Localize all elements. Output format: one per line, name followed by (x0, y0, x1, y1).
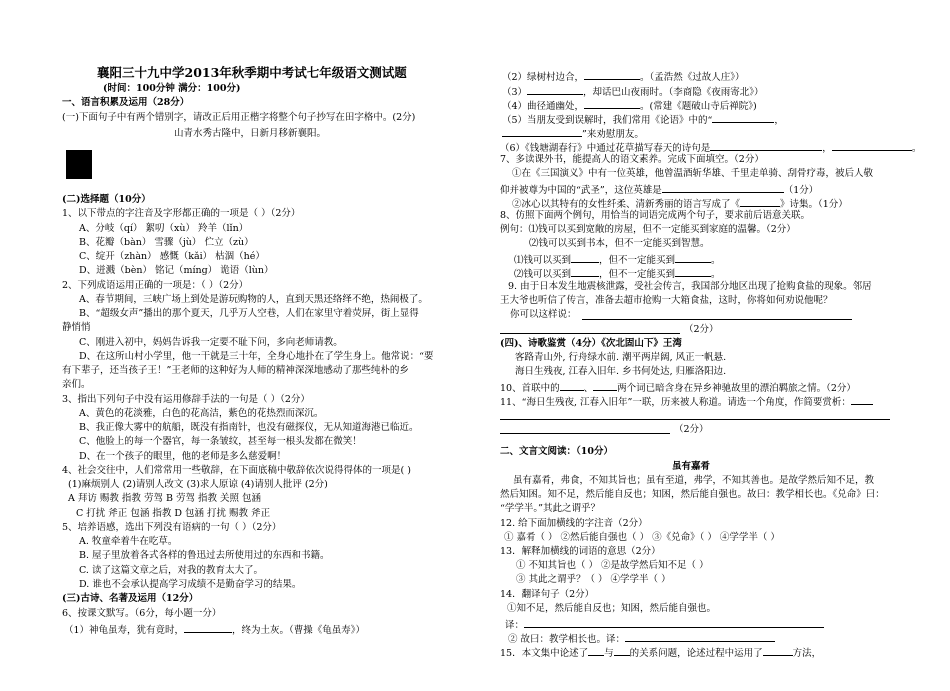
question-text: ①知不足，然后能自反也；知困，然后能自强也。 (507, 603, 717, 614)
answer-blank[interactable] (740, 197, 780, 207)
answer-blank[interactable] (614, 646, 630, 656)
question: 14．翻译句子（2分） (500, 589, 595, 600)
fill-line: ②冰心以其特有的女性纤柔、清新秀丽的语言写成了《 》诗集。（1分） (512, 199, 848, 210)
question: 7、多读课外书，能提高人的语文素养。完成下面填空。（2分） (500, 154, 764, 165)
answer-blank[interactable] (625, 632, 775, 642)
fill-line: 仰并被尊为中国的“武圣”，这位英雄是 （1分） (500, 185, 819, 196)
option: A、黄色的花淡雅，白色的花高洁，紫色的花热烈而深沉。 (79, 408, 324, 419)
answer-blank[interactable] (832, 141, 912, 151)
question: 8、仿照下面两个例句，用恰当的词语完成两个句子，要求前后语意关联。 (500, 210, 811, 221)
passage-line: 虽有嘉肴，弗食，不知其旨也；虽有至道，弗学，不知其善也。是故学然后知不足，教 (513, 475, 875, 486)
option: A、春节期间，三峡广场上到处是游玩购物的人，直到天黑还络绎不绝，热闹极了。 (79, 294, 428, 305)
answer-line[interactable] (500, 433, 670, 434)
answer-blank[interactable] (662, 183, 784, 193)
fill-line: 译： (505, 618, 824, 631)
fill-line: （1）神龟虽寿，犹有竟时， ，终为土灰。（曹操《龟虽寿》） (64, 625, 366, 636)
option: D、在这所山村小学里，他一干就是三十年，全身心地扑在了学生身上。他常说：“要 (79, 351, 434, 362)
answer-blank[interactable] (502, 127, 582, 137)
score: （2分） (684, 324, 719, 335)
option: D、迸溅（bèn） 铭记（míng） 诡语（lùn） (79, 265, 274, 276)
question-items: ① 嘉肴（ ） ②然后能自强也（ ） ③《兑命》（ ） ④学学半（ ） (504, 532, 780, 543)
section-heading: 一、语言积累及运用（28分） (62, 97, 190, 108)
fill-line: 10、首联中的 、 两个词已暗含身在异乡神驰故里的漂泊羁旅之情。（2分） (500, 383, 856, 394)
option: A. 牧童牵着牛在吃草。 (79, 536, 178, 547)
option: D. 谁也不会承认提高学习成绩不是勤奋学习的结果。 (79, 579, 302, 590)
answer-blank[interactable] (184, 623, 232, 633)
question: 9. 由于日本发生地震核泄露，受社会传言，我国部分地区出现了抢购食盐的现象。邻居 (508, 281, 872, 292)
option: B、花瓣（bàn） 雪骤（jù） 伫立（zù） (79, 237, 254, 248)
prompt: 你可以这样说： (510, 309, 577, 320)
fill-line: 15．本文集中论述了 与 的关系问题，论述过程中运用了 方法， (500, 648, 822, 659)
option: 有下辈子，还当孩子王！”王老师的这种好为人师的精神深深地感动了那些纯朴的乡 (62, 365, 409, 376)
passage-line: “学学半。”其此之谓乎？ (500, 503, 600, 514)
option: A、分岐（qí） 絮叨（xù） 羚羊（lǐn） (79, 223, 249, 234)
example: 例句：⑴钱可以买到宽敞的房屋，但不一定能买到家庭的温馨。（2分） (500, 224, 796, 235)
option: 静悄悄 (62, 322, 91, 333)
question-items: ③ 其此之谓乎？（ ） ④学学半（ ） (516, 574, 671, 585)
section-heading: (二)选择题（10分） (62, 194, 151, 205)
section-heading: (四)、诗歌鉴赏（4分）《次北固山下》王湾 (500, 338, 682, 349)
answer-blank[interactable] (527, 85, 583, 95)
answer-blank[interactable] (712, 113, 774, 123)
option: 亲们。 (62, 379, 91, 390)
answer-blank[interactable] (763, 646, 793, 656)
answer-blank[interactable] (571, 267, 599, 277)
fill-line: （5）当朋友受到误解时，我们常用《论语》中的“ ， (502, 115, 784, 126)
fill-line: ② 故曰：教学相长也。译： (508, 632, 775, 645)
answer-blank[interactable] (851, 395, 873, 405)
answer-blank[interactable] (593, 381, 617, 391)
option: B. 屋子里放着各式各样的鲁迅过去所使用过的东西和书籍。 (79, 550, 330, 561)
section-heading: 二、文言文阅读：（10分） (500, 446, 613, 457)
option: C. 读了这篇文章之后，对我的教育太大了。 (79, 565, 263, 576)
writing-grid[interactable] (66, 150, 92, 179)
page-title: 襄阳三十九中学2013年秋季期中考试七年级语文测试题 (97, 65, 407, 80)
fill-line: （6）《钱塘湖春行》中通过花草描写春天的诗句是 ， 。 (500, 143, 922, 154)
question-items: ① 不知其旨也（ ） ②是故学然后知不足（ ） (516, 560, 709, 571)
question: 3、指出下列句子中没有运用修辞手法的一句是（ ）（2分） (62, 394, 310, 405)
score: （2分） (674, 424, 709, 435)
answer-blank[interactable] (560, 381, 584, 391)
answer-blank[interactable] (524, 618, 824, 628)
question: (一)下面句子中有两个错别字，请改正后用正楷字将整个句子抄写在田字格中。(2分) (62, 112, 416, 123)
option: B、“超级女声”播出的那个夏天，几乎万人空巷，人们在家里守着荧屏，街上显得 (79, 308, 419, 319)
question: 王大爷也听信了传言，准备去超市抢购一大箱食盐，这时，你将如何劝说他呢？ (500, 295, 833, 306)
poem-line: 客路青山外, 行舟绿水前. 潮平两岸阔, 风正一帆悬. (515, 352, 727, 363)
question: 6、按课文默写。（6分，每小题一分） (62, 608, 222, 619)
sentence: 山青水秀古隆中，日新月移新襄阳。 (174, 128, 327, 139)
fill-line: ⑴钱可以买到 ，但不一定能买到 。 (514, 255, 721, 266)
answer-blank[interactable] (675, 267, 711, 277)
passage-line: 然后知困。知不足，然后能自反也；知困，然后能自强也。故曰：教学相长也。《兑命》曰： (500, 489, 885, 500)
option: B、我正像大雾中的航船，既没有指南针，也没有磁探仪，无从知道海港已临近。 (79, 422, 419, 433)
section-heading: (三)古诗、名著及运用（12分） (62, 593, 199, 604)
question-text: ①在《三国演义》中有一位英雄，他曾温酒斩华雄、千里走单骑、刮骨疗毒，被后人敬 (512, 168, 874, 179)
option: C、刚进入初中，妈妈告诉我一定要不耻下问，多向老师请教。 (79, 337, 343, 348)
question: 1、以下带点的字注音及字形都正确的一项是（ ）（2分） (62, 208, 301, 219)
question: 13．解释加横线的词语的意思（2分） (500, 546, 661, 557)
fill-line: ”来劝慰朋友。 (502, 127, 644, 140)
passage-title: 虽有嘉肴 (672, 461, 711, 472)
answer-line[interactable] (582, 319, 852, 320)
question: 11、“海日生残夜, 江春入旧年”一联，历来被人称道。请选一个角度，作简要赏析： (500, 395, 873, 408)
answer-line[interactable] (500, 419, 890, 420)
question: 2、下列成语运用正确的一项是：（ ）（2分） (62, 280, 249, 291)
fill-line: ⑵钱可以买到 ，但不一定能买到 。 (514, 269, 721, 280)
answer-blank[interactable] (571, 253, 599, 263)
answer-blank[interactable] (710, 141, 822, 151)
option: C、绽开（zhàn） 感慨（kǎi） 枯涸（hé） (79, 251, 265, 262)
fill-line: （2）绿树村边合， 。（孟浩然《过故人庄》） (502, 72, 745, 83)
question: 5、培养语感，选出下列没有语病的一句（ ）（2分） (62, 522, 282, 533)
question: 12. 给下面加横线的字注音（2分） (500, 518, 648, 529)
fill-line: （4）曲径通幽处， 。(常建《题破山寺后禅院》) (502, 101, 757, 112)
option: D、在一个孩子的眼里，他的老师是多么慈爱啊！ (79, 451, 287, 462)
poem-line: 海日生残夜, 江春入旧年. 乡书何处达, 归雁洛阳边. (515, 366, 727, 377)
answer-blank[interactable] (584, 99, 640, 109)
question: 4、社会交往中，人们常常用一些敬辞，在下面底稿中敬辞依次说得得体的一项是( ) (62, 465, 411, 476)
answer-blank[interactable] (584, 70, 640, 80)
answer-blank[interactable] (675, 253, 711, 263)
fill-line: （3） ，却话巴山夜雨时。（李商隐《夜雨寄北》） (502, 87, 764, 98)
exam-info: (时间：100分钟 满分：100分) (103, 83, 241, 94)
option: C 打扰 斧正 包涵 指教 D 包涵 打扰 赐教 斧正 (76, 508, 271, 519)
option: (1)麻烦别人 (2)请别人改文 (3)求人原谅 (4)请别人批评 (2分) (68, 479, 328, 490)
option: A 拜访 赐教 指教 劳驾 B 劳驾 指教 关照 包涵 (68, 493, 262, 504)
example: ⑵钱可以买到书本，但不一定能买到智慧。 (529, 238, 710, 249)
option: C、他脸上的每一个器官，每一条皱纹，甚至每一根头发都在微笑！ (79, 436, 362, 447)
answer-blank[interactable] (588, 646, 604, 656)
answer-line[interactable] (500, 333, 680, 334)
